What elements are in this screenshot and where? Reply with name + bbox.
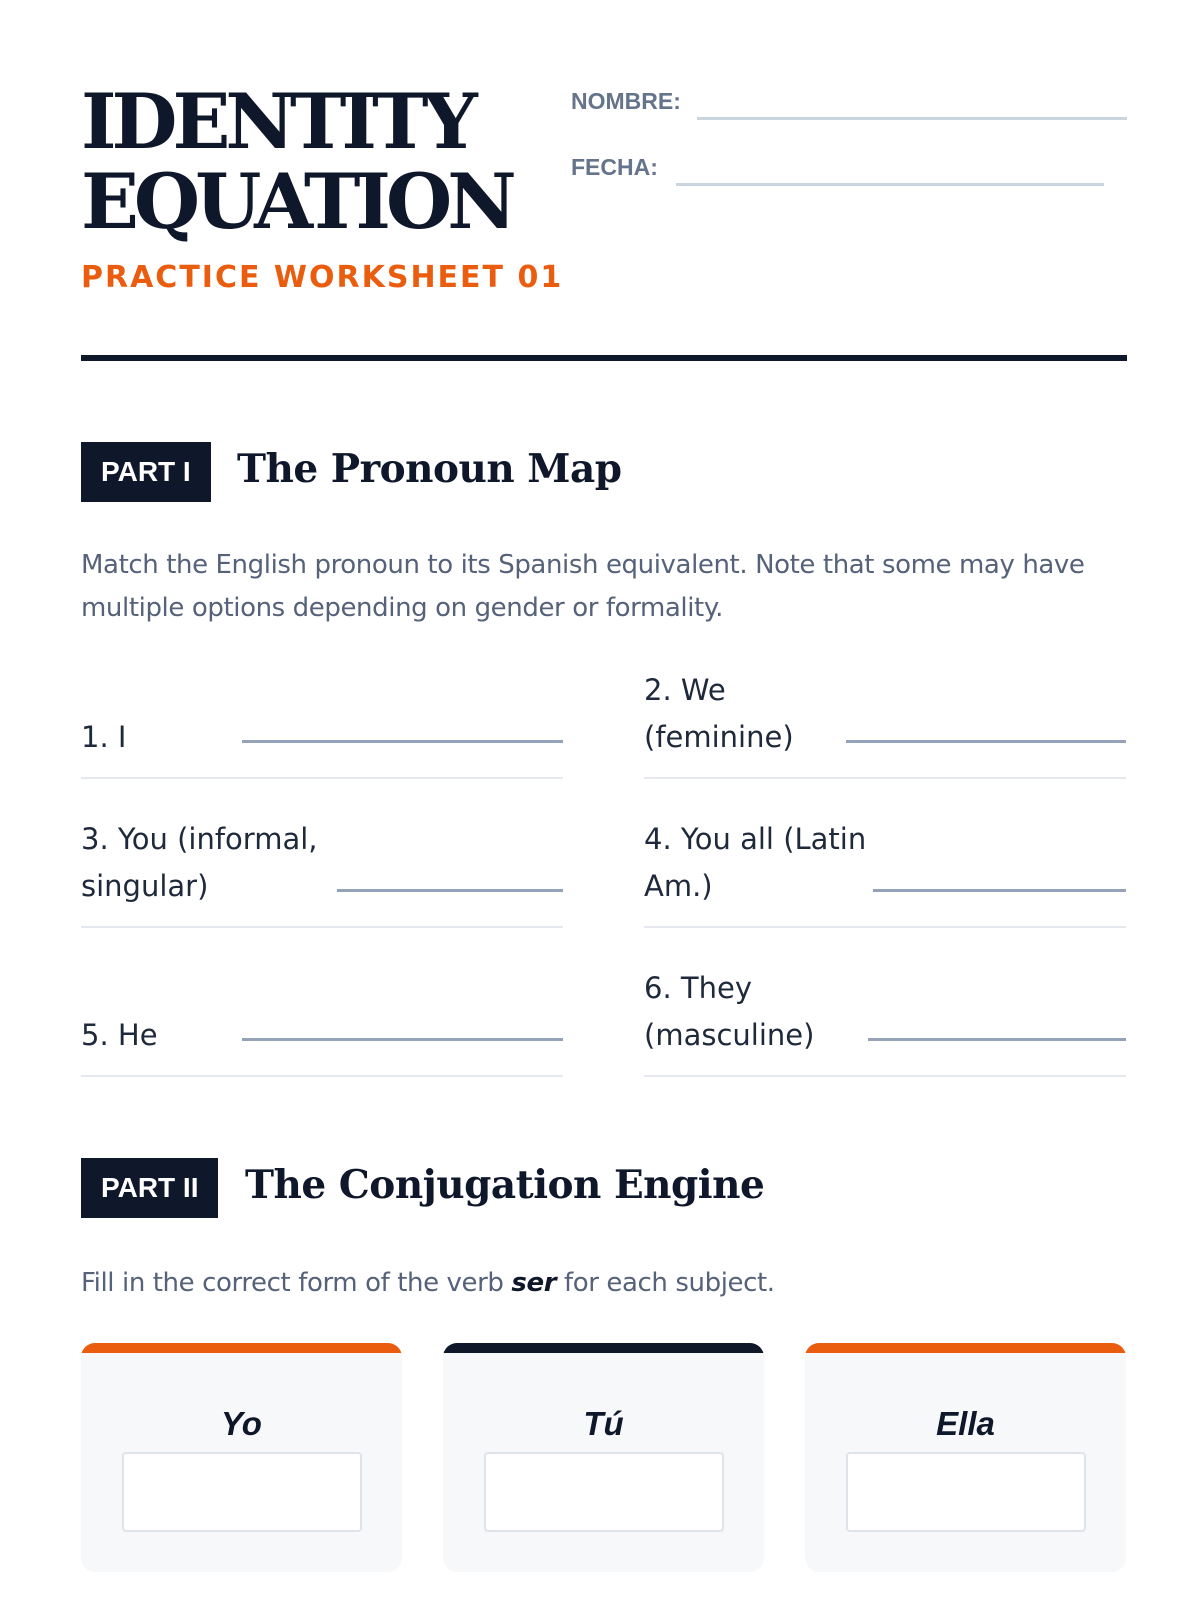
date-label: FECHA: bbox=[571, 154, 658, 180]
question-row bbox=[644, 630, 1126, 779]
card-accent-bar bbox=[443, 1343, 764, 1353]
question-text-cont: (feminine) bbox=[644, 720, 794, 754]
worksheet-title bbox=[81, 77, 512, 246]
answer-line[interactable] bbox=[242, 1038, 563, 1041]
instructions-text: for each subject. bbox=[556, 1268, 775, 1298]
question-row bbox=[81, 779, 563, 928]
question-text: 1. I bbox=[81, 720, 127, 754]
question-row bbox=[81, 630, 563, 779]
conjugation-input[interactable] bbox=[846, 1452, 1086, 1532]
instructions-text: Fill in the correct form of the verb bbox=[81, 1268, 512, 1298]
part-1-instructions-line-2: multiple options depending on gender or formality. bbox=[81, 593, 723, 623]
conjugation-input[interactable] bbox=[122, 1452, 362, 1532]
question-label bbox=[644, 965, 814, 1059]
title-line-1: IDENTITY bbox=[81, 77, 473, 166]
conjugation-card bbox=[81, 1343, 402, 1572]
question-text: 5. He bbox=[81, 1018, 158, 1052]
question-label bbox=[81, 1012, 158, 1059]
card-accent-bar bbox=[81, 1343, 402, 1353]
part-2-title: The Conjugation Engine bbox=[245, 1162, 765, 1208]
question-label bbox=[644, 667, 794, 761]
conjugation-card bbox=[443, 1343, 764, 1572]
answer-line[interactable] bbox=[846, 740, 1126, 743]
answer-line[interactable] bbox=[868, 1038, 1126, 1041]
conjugation-card bbox=[805, 1343, 1126, 1572]
header-divider bbox=[81, 355, 1127, 361]
question-text: 2. We bbox=[644, 673, 726, 707]
question-text-cont: Am.) bbox=[644, 869, 713, 903]
name-label: NOMBRE: bbox=[571, 88, 681, 114]
subject-label: Tú bbox=[583, 1405, 624, 1442]
question-row bbox=[644, 779, 1126, 928]
part-1-title: The Pronoun Map bbox=[237, 446, 622, 492]
question-text: 6. They bbox=[644, 971, 752, 1005]
question-label bbox=[81, 714, 126, 761]
part-2-instructions bbox=[81, 1262, 775, 1305]
name-field[interactable] bbox=[697, 117, 1127, 120]
title-line-2: EQUATION bbox=[81, 157, 512, 246]
subject-label: Yo bbox=[221, 1405, 262, 1442]
verb-highlight: ser bbox=[511, 1268, 557, 1298]
answer-line[interactable] bbox=[242, 740, 563, 743]
question-text: 4. You all (Latin bbox=[644, 822, 867, 856]
part-1-instructions-line-1: Match the English pronoun to its Spanish equivalent. Note that some may have bbox=[81, 550, 1085, 580]
question-text: 3. You (informal, bbox=[81, 822, 318, 856]
worksheet-subtitle: PRACTICE WORKSHEET 01 bbox=[81, 260, 564, 295]
question-row bbox=[644, 928, 1126, 1077]
answer-line[interactable] bbox=[873, 889, 1126, 892]
part-1-badge: PART I bbox=[81, 442, 211, 502]
card-accent-bar bbox=[805, 1343, 1126, 1353]
question-text-cont: singular) bbox=[81, 869, 209, 903]
part-2-badge: PART II bbox=[81, 1158, 218, 1218]
question-label bbox=[81, 816, 318, 910]
question-text-cont: (masculine) bbox=[644, 1018, 815, 1052]
answer-line[interactable] bbox=[337, 889, 563, 892]
subject-label: Ella bbox=[936, 1405, 995, 1442]
question-row bbox=[81, 928, 563, 1077]
part-1-instructions bbox=[81, 544, 1085, 630]
date-field[interactable] bbox=[676, 183, 1104, 186]
conjugation-input[interactable] bbox=[484, 1452, 724, 1532]
question-label bbox=[644, 816, 866, 910]
